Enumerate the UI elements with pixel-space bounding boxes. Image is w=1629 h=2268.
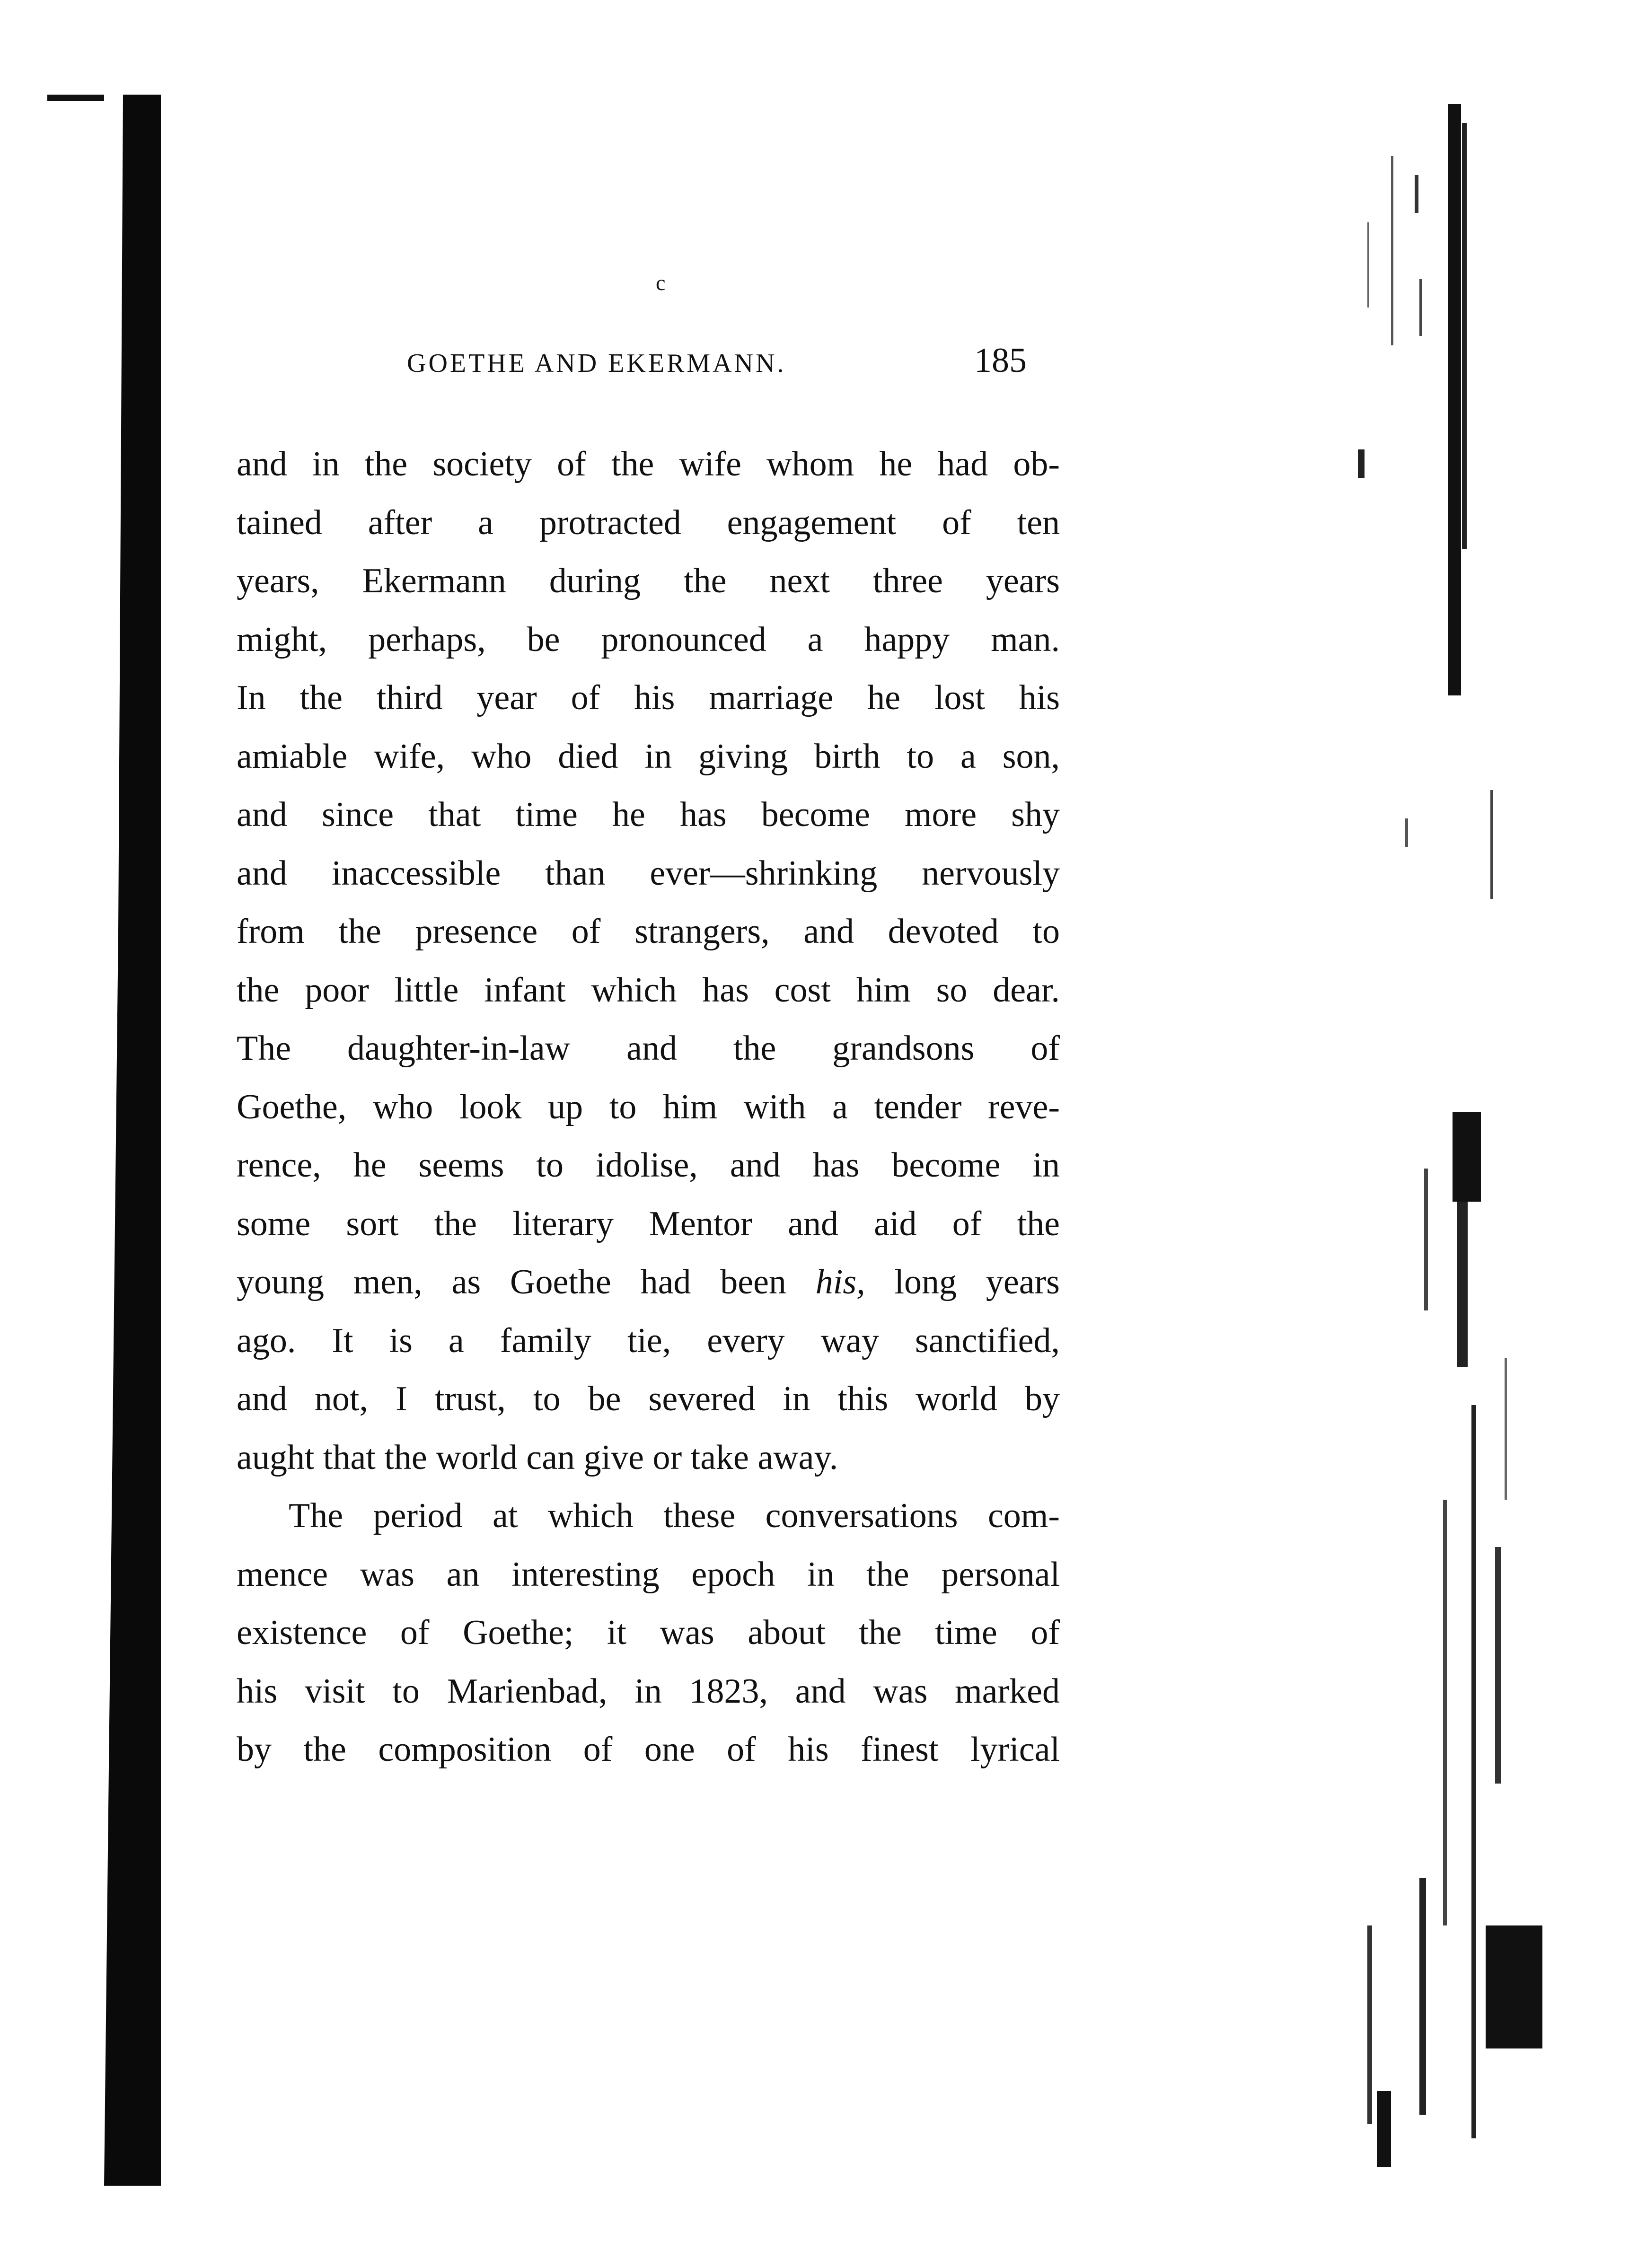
text-line: ago. It is a family tie, every way sanctified, <box>237 1321 1060 1360</box>
paragraph-start-line: The period at which these conversations com- <box>289 1496 1060 1535</box>
text-line: the poor little infant which has cost him so dear. <box>237 970 1060 1010</box>
text-line-with-italic <box>237 1253 1060 1312</box>
text-line: mence was an interesting epoch in the personal <box>237 1555 1060 1594</box>
text-line: The daughter-in-law and the grandsons of <box>237 1029 1060 1068</box>
page-number: 185 <box>974 341 1027 380</box>
text-line: some sort the literary Mentor and aid of the <box>237 1204 1060 1243</box>
text-line: and in the society of the wife whom he had ob- <box>237 445 1060 483</box>
paragraph-end-line: aught that the world can give or take away. <box>237 1438 838 1477</box>
text-line: tained after a protracted engagement of ten <box>237 503 1060 542</box>
running-head <box>407 341 1027 383</box>
binding-shadow <box>66 95 161 2186</box>
text-line: from the presence of strangers, and devoted to <box>237 912 1060 951</box>
text-line: might, perhaps, be pronounced a happy man. <box>237 620 1060 659</box>
running-title: GOETHE AND EKERMANN. <box>407 349 786 378</box>
text-segment: long years <box>865 1263 1060 1301</box>
italic-word: his, <box>815 1263 865 1301</box>
text-segment: young men, as Goethe had been <box>237 1263 816 1301</box>
text-line: existence of Goethe; it was about the time of <box>237 1613 1060 1652</box>
text-line: and not, I trust, to be severed in this world by <box>237 1380 1060 1418</box>
text-line: and inaccessible than ever—shrinking nervously <box>237 853 1060 893</box>
top-mark: c <box>656 271 666 295</box>
body-text <box>237 435 1060 1779</box>
text-line: years, Ekermann during the next three years <box>237 562 1060 600</box>
text-line: In the third year of his marriage he lost his <box>237 678 1060 717</box>
text-line: amiable wife, who died in giving birth to a son, <box>237 737 1060 776</box>
text-line: his visit to Marienbad, in 1823, and was marked <box>237 1671 1060 1711</box>
text-line: and since that time he has become more shy <box>237 795 1060 834</box>
binding-cap <box>47 95 104 101</box>
text-line: Goethe, who look up to him with a tender reve- <box>237 1087 1060 1126</box>
text-line: rence, he seems to idolise, and has become in <box>237 1146 1060 1185</box>
page-edge-scan-artifacts <box>1348 80 1576 2186</box>
text-line: by the composition of one of his finest lyrical <box>237 1730 1060 1769</box>
